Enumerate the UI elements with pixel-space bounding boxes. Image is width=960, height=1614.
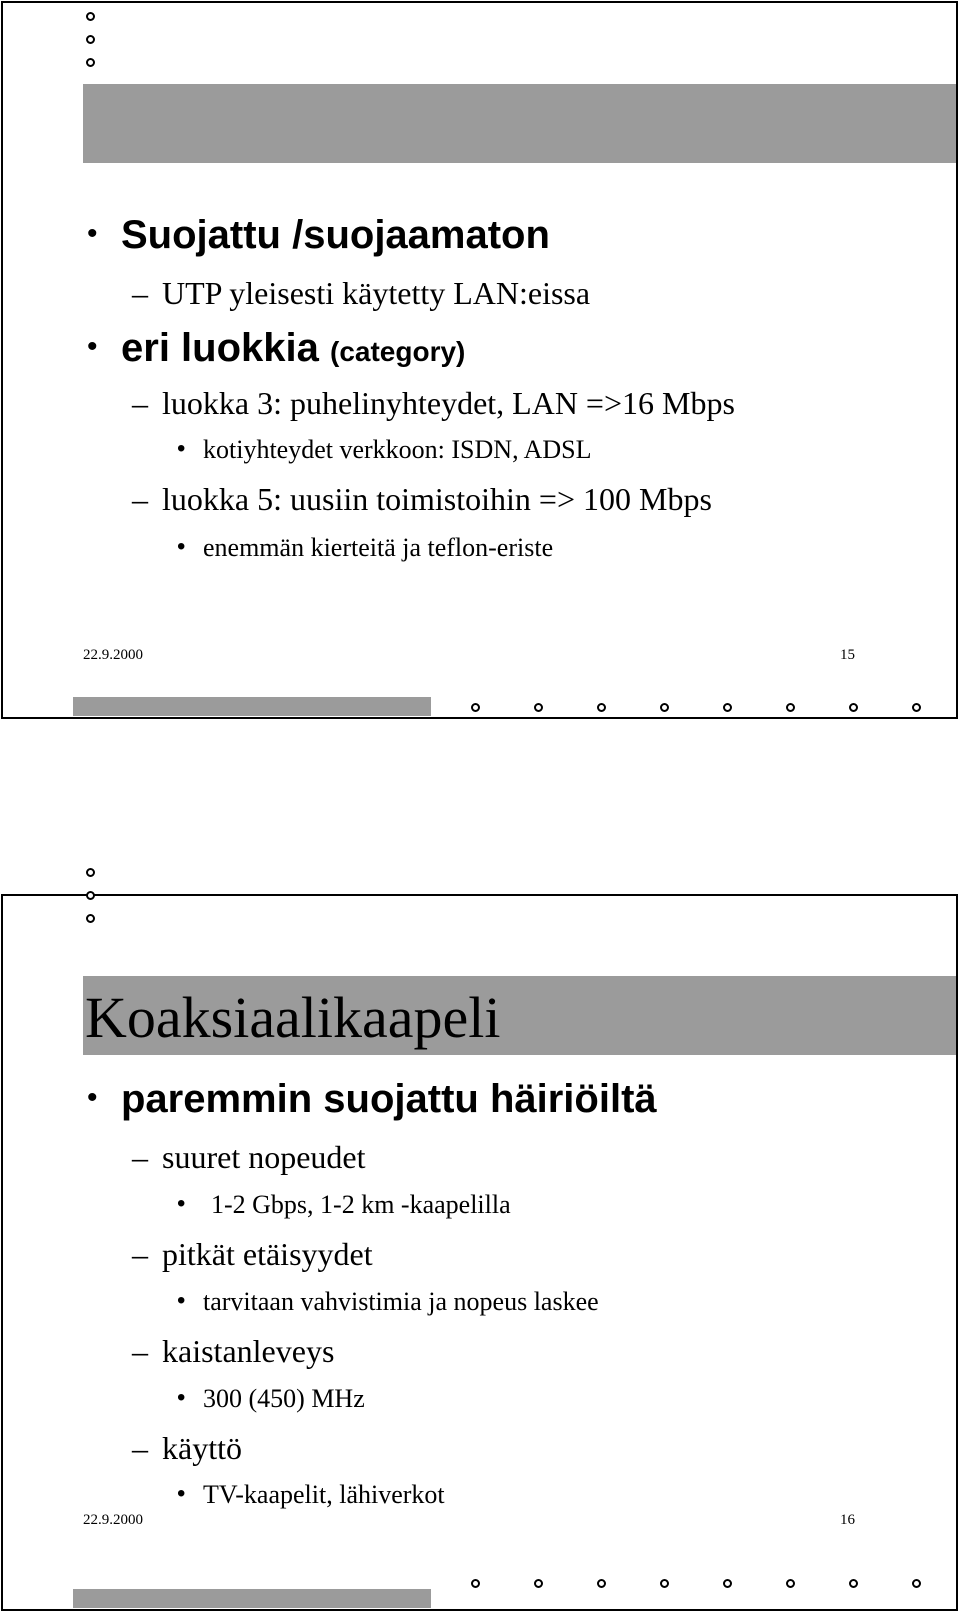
circle-icon bbox=[723, 703, 732, 712]
circle-icon bbox=[786, 703, 795, 712]
circle-icon bbox=[86, 58, 95, 67]
decorative-dots-bottom bbox=[471, 1579, 951, 1593]
circle-icon bbox=[471, 1579, 480, 1588]
circle-icon bbox=[86, 12, 95, 21]
footer-bar bbox=[73, 697, 431, 716]
circle-icon bbox=[534, 1579, 543, 1588]
circle-icon bbox=[912, 1579, 921, 1588]
circle-icon bbox=[849, 1579, 858, 1588]
footer-bar bbox=[73, 1589, 431, 1608]
circle-icon bbox=[597, 703, 606, 712]
circle-icon bbox=[660, 703, 669, 712]
page-number: 16 bbox=[840, 1512, 855, 1528]
circle-icon bbox=[86, 868, 95, 877]
decorative-dots-bottom bbox=[471, 703, 951, 717]
circle-icon bbox=[597, 1579, 606, 1588]
circle-icon bbox=[534, 703, 543, 712]
circle-icon bbox=[849, 703, 858, 712]
slide-title: Koaksiaalikaapeli bbox=[85, 985, 501, 1050]
slide-16: Koaksiaalikaapeli • paremmin suojattu häiriöiltä – suuret nopeudet • 1-2 Gbps, 1-2 km -kaapelilla – pitkät etäisyydet • tarvitaan vahvistimia ja nopeus laskee – kaistanleveys • 300 (450) MHz – käyttö • TV-kaapelit, lähiverkot 22.9.2000 16 bbox=[1, 894, 958, 1611]
page-number: 15 bbox=[840, 647, 855, 663]
circle-icon bbox=[912, 703, 921, 712]
circle-icon bbox=[86, 35, 95, 44]
title-bar bbox=[83, 976, 956, 1055]
footer-date: 22.9.2000 bbox=[83, 647, 143, 663]
title-bar bbox=[83, 84, 956, 163]
circle-icon bbox=[723, 1579, 732, 1588]
slide-15: • Suojattu /suojaamaton – UTP yleisesti käytetty LAN:eissa • eri luokkia (category) – luokka 3: puhelinyhteydet, LAN =>16 Mbps • kotiyhteydet verkkoon: ISDN, ADSL – luokka 5: uusiin toimistoihin => 100 Mbps • enemmän kierteitä ja teflon-eriste 22.9.2000 15 bbox=[1, 1, 958, 719]
footer-date: 22.9.2000 bbox=[83, 1512, 143, 1528]
circle-icon bbox=[786, 1579, 795, 1588]
circle-icon bbox=[471, 703, 480, 712]
circle-icon bbox=[86, 914, 95, 923]
circle-icon bbox=[660, 1579, 669, 1588]
circle-icon bbox=[86, 891, 95, 900]
